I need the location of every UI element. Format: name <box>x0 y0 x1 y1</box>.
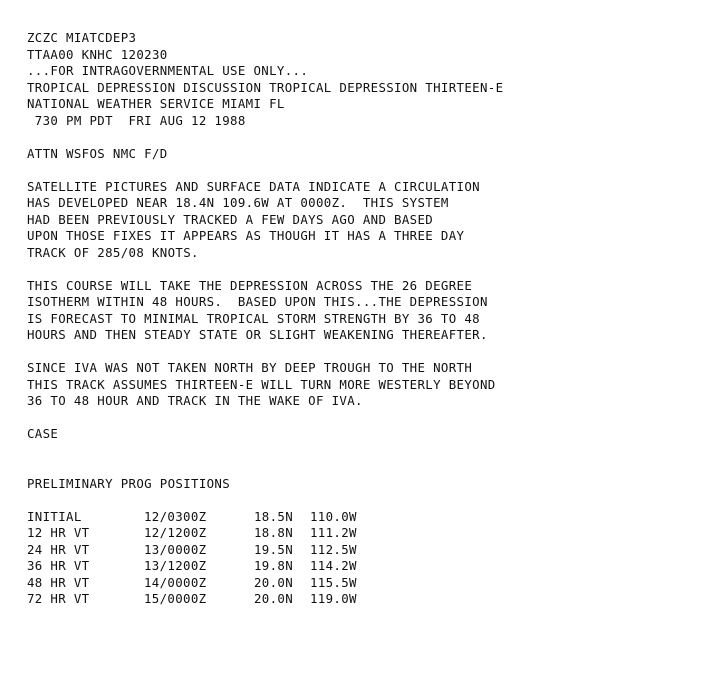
forecaster-signature: CASE <box>27 426 59 441</box>
table-row <box>27 525 380 542</box>
paragraph-line: THIS TRACK ASSUMES THIRTEEN-E WILL TURN MORE WESTERLY BEYOND <box>27 376 496 392</box>
valid-time-cell: 13/0000Z <box>144 541 207 557</box>
discussion-paragraph <box>27 278 687 344</box>
table-row <box>27 542 380 559</box>
header-line: ...FOR INTRAGOVERNMENTAL USE ONLY... <box>27 63 309 78</box>
valid-time-cell: 15/0000Z <box>144 591 207 606</box>
forecast-hour-cell: 12 HR VT <box>27 525 90 540</box>
discussion-paragraph <box>27 360 687 410</box>
latitude-cell: 18.8N <box>254 525 294 540</box>
latitude-cell: 20.0N <box>254 574 294 590</box>
blank-line <box>27 261 687 278</box>
blank-line <box>27 162 687 179</box>
blank-line <box>27 410 687 427</box>
latitude-cell: 18.5N <box>254 508 294 524</box>
paragraph-line: HAS DEVELOPED NEAR 18.4N 109.6W AT 0000Z. THIS SYSTEM <box>27 195 449 210</box>
paragraph-line: SATELLITE PICTURES AND SURFACE DATA INDICATE A CIRCULATION <box>27 178 480 194</box>
longitude-cell: 119.0W <box>310 591 357 606</box>
blank-line <box>27 443 687 476</box>
paragraph-line: UPON THOSE FIXES IT APPEARS AS THOUGH IT HAS A THREE DAY <box>27 228 465 243</box>
table-row <box>27 509 380 526</box>
blank-line <box>27 492 687 509</box>
paragraph-line: IS FORECAST TO MINIMAL TROPICAL STORM STRENGTH BY 36 TO 48 <box>27 310 480 326</box>
paragraph-line: HOURS AND THEN STEADY STATE OR SLIGHT WEAKENING THEREAFTER. <box>27 327 488 342</box>
paragraph-line: TRACK OF 285/08 KNOTS. <box>27 244 199 260</box>
longitude-cell: 114.2W <box>310 558 357 573</box>
prog-positions-title: PRELIMINARY PROG POSITIONS <box>27 475 231 491</box>
header-line: TTAA00 KNHC 120230 <box>27 46 168 62</box>
header-line: NATIONAL WEATHER SERVICE MIAMI FL <box>27 96 285 111</box>
latitude-cell: 19.8N <box>254 558 294 573</box>
header-line: TROPICAL DEPRESSION DISCUSSION TROPICAL DEPRESSION THIRTEEN-E <box>27 79 504 95</box>
table-row <box>27 558 380 575</box>
longitude-cell: 110.0W <box>310 508 357 524</box>
blank-line <box>27 129 687 146</box>
longitude-cell: 115.5W <box>310 574 357 590</box>
forecast-hour-cell: 72 HR VT <box>27 591 90 606</box>
table-row <box>27 575 380 592</box>
valid-time-cell: 12/0300Z <box>144 508 207 524</box>
paragraph-line: ISOTHERM WITHIN 48 HOURS. BASED UPON THIS...THE DEPRESSION <box>27 294 488 309</box>
bulletin-header <box>27 30 687 129</box>
blank-line <box>27 344 687 361</box>
forecast-hour-cell: 24 HR VT <box>27 541 90 557</box>
paragraph-line: HAD BEEN PREVIOUSLY TRACKED A FEW DAYS AGO AND BASED <box>27 211 434 227</box>
paragraph-line: 36 TO 48 HOUR AND TRACK IN THE WAKE OF IVA. <box>27 393 363 408</box>
valid-time-cell: 13/1200Z <box>144 558 207 573</box>
header-line: ZCZC MIATCDEP3 <box>27 30 137 45</box>
latitude-cell: 20.0N <box>254 591 294 606</box>
valid-time-cell: 12/1200Z <box>144 525 207 540</box>
valid-time-cell: 14/0000Z <box>144 574 207 590</box>
latitude-cell: 19.5N <box>254 541 294 557</box>
prog-positions-table <box>27 509 380 608</box>
header-line: 730 PM PDT FRI AUG 12 1988 <box>27 112 246 128</box>
table-row <box>27 591 380 608</box>
longitude-cell: 111.2W <box>310 525 357 540</box>
forecast-hour-cell: 36 HR VT <box>27 558 90 573</box>
longitude-cell: 112.5W <box>310 541 357 557</box>
weather-discussion-document <box>27 30 687 608</box>
discussion-paragraph <box>27 179 687 262</box>
forecast-hour-cell: 48 HR VT <box>27 574 90 590</box>
paragraph-line: THIS COURSE WILL TAKE THE DEPRESSION ACROSS THE 26 DEGREE <box>27 277 473 293</box>
paragraph-line: SINCE IVA WAS NOT TAKEN NORTH BY DEEP TROUGH TO THE NORTH <box>27 360 473 375</box>
attention-line: ATTN WSFOS NMC F/D <box>27 145 168 161</box>
forecast-hour-cell: INITIAL <box>27 508 82 524</box>
